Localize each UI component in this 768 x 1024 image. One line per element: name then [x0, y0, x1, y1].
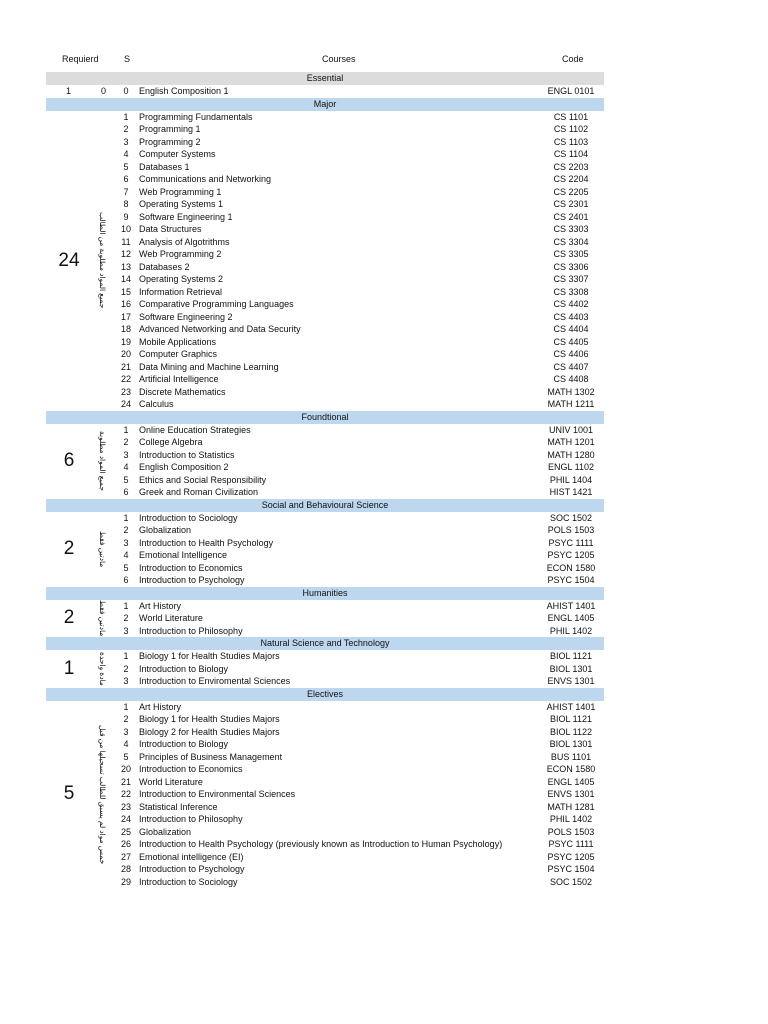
course-number: 22 — [120, 789, 131, 799]
course-number: 2 — [123, 663, 129, 674]
course-number: 11 — [121, 236, 131, 247]
table-row — [46, 111, 604, 124]
table-row — [46, 701, 604, 714]
course-number: 16 — [120, 299, 131, 309]
course-number: 4 — [123, 149, 129, 159]
table-row — [46, 85, 604, 98]
course-code: CS 3308 — [553, 286, 589, 297]
table-row — [46, 348, 604, 361]
course-number: 3 — [123, 726, 129, 737]
course-number: 7 — [123, 186, 129, 197]
course-name: Introduction to Psychology — [139, 575, 245, 585]
table-row — [46, 675, 604, 688]
course-code: ENGL 1102 — [547, 462, 595, 472]
section-header: Foundtional — [46, 411, 604, 424]
course-name: Principles of Business Management — [139, 751, 283, 762]
course-number: 18 — [120, 324, 131, 334]
table-row — [46, 223, 604, 236]
course-name: Introduction to Philosophy — [139, 625, 243, 636]
section-block — [46, 512, 604, 587]
table-row — [46, 813, 604, 826]
course-name: Artificial Intelligence — [139, 374, 219, 384]
course-number: 5 — [123, 751, 129, 762]
table-row — [46, 524, 604, 537]
course-number: 2 — [123, 714, 129, 724]
course-number: 28 — [120, 864, 131, 874]
course-code: CS 4408 — [553, 374, 589, 384]
course-number: 1 — [123, 111, 129, 122]
course-name: Introduction to Enviromental Sciences — [139, 676, 291, 686]
table-row — [46, 776, 604, 789]
course-code: HIST 1421 — [549, 487, 593, 497]
course-code: ENGL 1405 — [547, 776, 595, 787]
section-header: Humanities — [46, 587, 604, 600]
table-row — [46, 461, 604, 474]
course-name: Introduction to Statistics — [139, 449, 235, 460]
course-name: Discrete Mathematics — [139, 386, 226, 397]
course-number: 19 — [120, 336, 131, 347]
course-code: PHIL 1402 — [549, 625, 593, 636]
course-name: Calculus — [139, 399, 174, 409]
table-row — [46, 851, 604, 864]
course-code: PHIL 1404 — [549, 474, 593, 485]
section-block — [46, 650, 604, 688]
course-code: POLS 1503 — [547, 826, 595, 837]
course-code: CS 3304 — [553, 236, 589, 247]
course-name: Data Structures — [139, 224, 202, 234]
course-name: Introduction to Health Psychology (previously known as Introduction to Human Psychology) — [139, 839, 503, 849]
course-code: CS 3305 — [553, 249, 589, 259]
course-code: CS 2205 — [553, 186, 589, 197]
section-block — [46, 111, 604, 411]
course-name: Computer Systems — [139, 149, 216, 159]
course-number: 29 — [120, 876, 131, 887]
course-code: CS 2204 — [553, 174, 589, 184]
course-code: PSYC 1205 — [547, 550, 595, 560]
course-name: Operating Systems 1 — [139, 199, 224, 209]
course-code: CS 2203 — [553, 161, 589, 172]
section-block — [46, 600, 604, 638]
course-name: English Composition 1 — [139, 86, 229, 96]
course-name: Greek and Roman Civilization — [139, 487, 259, 497]
column-header-row — [46, 52, 604, 72]
course-code: CS 1101 — [553, 111, 589, 122]
table-row — [46, 838, 604, 851]
table-row — [46, 726, 604, 739]
course-code: PSYC 1504 — [547, 575, 595, 585]
course-code: CS 4403 — [553, 311, 589, 322]
course-code: UNIV 1001 — [548, 424, 594, 435]
header-courses: Courses — [322, 54, 356, 64]
table-row — [46, 788, 604, 801]
course-name: Introduction to Environmental Sciences — [139, 789, 296, 799]
course-code: ENVS 1301 — [547, 676, 595, 686]
course-number: 25 — [120, 826, 131, 837]
course-code: CS 3306 — [553, 261, 589, 272]
table-row — [46, 361, 604, 374]
course-code: ENGL 1405 — [547, 613, 595, 623]
course-number: 12 — [120, 249, 131, 259]
course-number: 6 — [123, 575, 129, 585]
course-code: PSYC 1504 — [547, 864, 595, 874]
course-number: 3 — [123, 625, 129, 636]
course-code: PHIL 1402 — [549, 814, 593, 824]
course-code: CS 3303 — [553, 224, 589, 234]
course-number: 3 — [123, 136, 129, 147]
course-number: 20 — [120, 349, 131, 359]
course-number: 5 — [123, 474, 129, 485]
course-number: 1 — [123, 512, 129, 523]
table-row — [46, 424, 604, 437]
course-name: Introduction to Biology — [139, 739, 229, 749]
course-code: MATH 1281 — [547, 801, 595, 812]
table-row — [46, 323, 604, 336]
table-row — [46, 574, 604, 587]
course-code: MATH 1201 — [547, 437, 595, 447]
course-code: AHIST 1401 — [546, 701, 596, 712]
course-name: Statistical Inference — [139, 801, 218, 812]
section-block — [46, 424, 604, 499]
section-header: Social and Behavioural Science — [46, 499, 604, 512]
arabic-note-text: مادتين فقط — [98, 600, 107, 637]
arabic-note-text: خمس مواد لم يسبق للطالب تسجيلها من قبل — [98, 724, 107, 864]
table-row — [46, 173, 604, 186]
required-count: 2 — [63, 607, 75, 629]
course-name: Online Education Strategies — [139, 424, 251, 435]
course-number: 24 — [120, 399, 131, 409]
course-number: 3 — [123, 676, 129, 686]
required-count: 24 — [58, 249, 80, 271]
table-row — [46, 436, 604, 449]
table-row — [46, 236, 604, 249]
course-code: MATH 1211 — [547, 399, 595, 409]
table-row — [46, 211, 604, 224]
course-name: Programming 2 — [139, 136, 201, 147]
table-row — [46, 474, 604, 487]
course-number: 3 — [123, 537, 129, 548]
header-code: Code — [562, 54, 584, 64]
table-row — [46, 336, 604, 349]
course-number: 21 — [120, 361, 131, 372]
course-code: CS 4404 — [553, 324, 589, 334]
course-number: 4 — [123, 462, 129, 472]
course-code: ECON 1580 — [546, 764, 596, 774]
table-row — [46, 123, 604, 136]
course-number: 9 — [123, 211, 129, 222]
course-code: CS 4406 — [553, 349, 589, 359]
course-code: POLS 1503 — [547, 525, 595, 535]
course-name: Advanced Networking and Data Security — [139, 324, 301, 334]
course-code: BIOL 1121 — [549, 651, 593, 661]
course-code: BIOL 1121 — [549, 714, 593, 724]
course-number: 1 — [123, 600, 129, 611]
course-name: Communications and Networking — [139, 174, 272, 184]
course-number: 2 — [123, 525, 129, 535]
course-number: 26 — [120, 839, 131, 849]
course-name: Ethics and Social Responsibility — [139, 474, 267, 485]
course-name: Introduction to Sociology — [139, 512, 238, 523]
table-row — [46, 751, 604, 764]
table-row — [46, 286, 604, 299]
section-header: Natural Science and Technology — [46, 637, 604, 650]
course-name: Information Retrieval — [139, 286, 223, 297]
sections-container — [46, 98, 604, 889]
course-number: 21 — [120, 776, 131, 787]
section-header: Electives — [46, 688, 604, 701]
course-name: Web Programming 1 — [139, 186, 222, 197]
table-row — [46, 373, 604, 386]
course-name: Introduction to Economics — [139, 562, 243, 573]
course-sheet — [46, 52, 604, 888]
course-number: 0 — [123, 86, 129, 96]
course-number: 27 — [120, 851, 131, 862]
table-row — [46, 136, 604, 149]
course-number: 14 — [120, 274, 131, 284]
course-name: Globalization — [139, 525, 192, 535]
course-code: MATH 1302 — [547, 386, 595, 397]
table-row — [46, 562, 604, 575]
course-name: Software Engineering 1 — [139, 211, 233, 222]
course-name: Emotional Intelligence — [139, 550, 228, 560]
table-row — [46, 612, 604, 625]
course-code: MATH 1280 — [547, 449, 595, 460]
s-value: 0 — [101, 86, 107, 96]
course-name: Biology 1 for Health Studies Majors — [139, 714, 280, 724]
table-row — [46, 512, 604, 525]
course-number: 3 — [123, 449, 129, 460]
course-code: CS 2301 — [553, 199, 589, 209]
course-number: 17 — [120, 311, 131, 322]
course-name: Biology 2 for Health Studies Majors — [139, 726, 280, 737]
course-name: Analysis of Algotrithms — [139, 236, 230, 247]
required-count: 5 — [63, 783, 75, 805]
required-count: 1 — [66, 86, 72, 96]
course-number: 6 — [123, 487, 129, 497]
arabic-note-text: مادتين فقط — [98, 530, 107, 568]
section-block — [46, 701, 604, 889]
course-number: 1 — [123, 701, 129, 712]
table-row — [46, 876, 604, 889]
course-name: Globalization — [139, 826, 192, 837]
table-row — [46, 486, 604, 499]
course-name: Web Programming 2 — [139, 249, 222, 259]
course-name: Data Mining and Machine Learning — [139, 361, 279, 372]
course-code: ENGL 0101 — [547, 86, 595, 96]
section-header: Major — [46, 98, 604, 111]
course-name: College Algebra — [139, 437, 203, 447]
course-number: 15 — [120, 286, 131, 297]
course-code: SOC 1502 — [549, 876, 593, 887]
course-name: Mobile Applications — [139, 336, 217, 347]
course-name: Programming 1 — [139, 124, 201, 134]
table-row — [46, 248, 604, 261]
course-number: 5 — [123, 161, 129, 172]
table-row — [46, 663, 604, 676]
table-row — [46, 826, 604, 839]
table-row — [46, 161, 604, 174]
course-code: ENVS 1301 — [547, 789, 595, 799]
arabic-note-text: جميع المواد مطلوبة — [98, 430, 107, 492]
section-header-essential: Essential — [46, 72, 604, 85]
course-number: 2 — [123, 613, 129, 623]
course-name: Software Engineering 2 — [139, 311, 233, 322]
course-name: Computer Graphics — [139, 349, 218, 359]
course-number: 2 — [123, 124, 129, 134]
course-name: World Literature — [139, 776, 203, 787]
course-code: ECON 1580 — [546, 562, 596, 573]
table-row — [46, 713, 604, 726]
required-count: 2 — [63, 538, 75, 559]
course-code: SOC 1502 — [549, 512, 593, 523]
course-number: 6 — [123, 174, 129, 184]
table-row — [46, 311, 604, 324]
table-row — [46, 398, 604, 411]
course-number: 8 — [123, 199, 129, 209]
table-row — [46, 549, 604, 562]
table-row — [46, 537, 604, 550]
table-row — [46, 273, 604, 286]
course-name: Programming Fundamentals — [139, 111, 253, 122]
course-name: Art History — [139, 701, 182, 712]
course-number: 13 — [120, 261, 131, 272]
table-row — [46, 261, 604, 274]
table-row — [46, 650, 604, 663]
course-name: Introduction to Philosophy — [139, 814, 243, 824]
course-name: Biology 1 for Health Studies Majors — [139, 651, 280, 661]
course-name: English Composition 2 — [139, 462, 229, 472]
table-row — [46, 738, 604, 751]
course-code: CS 2401 — [553, 211, 589, 222]
arabic-note-text: جميع المواد مطلوبة من الطالب — [98, 212, 107, 309]
course-name: World Literature — [139, 613, 203, 623]
course-number: 1 — [123, 651, 129, 661]
required-count: 6 — [63, 450, 75, 471]
course-name: Databases 2 — [139, 261, 190, 272]
table-row — [46, 298, 604, 311]
arabic-note-text: مادة واحدة — [98, 651, 107, 686]
course-name: Introduction to Psychology — [139, 864, 245, 874]
course-number: 24 — [120, 814, 131, 824]
course-code: PSYC 1111 — [548, 839, 594, 849]
table-row — [46, 148, 604, 161]
course-name: Operating Systems 2 — [139, 274, 224, 284]
course-name: Introduction to Biology — [139, 663, 229, 674]
table-row — [46, 198, 604, 211]
course-code: CS 4405 — [553, 336, 589, 347]
course-number: 22 — [120, 374, 131, 384]
course-code: CS 1104 — [553, 149, 589, 159]
course-number: 5 — [123, 562, 129, 573]
course-code: PSYC 1111 — [548, 537, 594, 548]
course-number: 20 — [120, 764, 131, 774]
course-code: BUS 1101 — [550, 751, 592, 762]
course-name: Comparative Programming Languages — [139, 299, 294, 309]
table-row — [46, 600, 604, 613]
table-row — [46, 801, 604, 814]
course-name: Introduction to Health Psychology — [139, 537, 274, 548]
course-name: Art History — [139, 600, 182, 611]
course-code: CS 4407 — [553, 361, 589, 372]
table-row — [46, 863, 604, 876]
course-name: Databases 1 — [139, 161, 190, 172]
course-number: 1 — [123, 424, 129, 435]
course-number: 10 — [120, 224, 131, 234]
table-row — [46, 449, 604, 462]
table-row — [46, 386, 604, 399]
course-number: 23 — [120, 386, 131, 397]
course-number: 4 — [123, 739, 129, 749]
required-count: 1 — [63, 657, 75, 679]
course-code: BIOL 1301 — [549, 663, 593, 674]
course-name: Introduction to Economics — [139, 764, 243, 774]
course-name: Emotional intelligence (EI) — [139, 851, 244, 862]
course-code: CS 3307 — [553, 274, 589, 284]
table-row — [46, 625, 604, 638]
course-code: PSYC 1205 — [547, 851, 595, 862]
course-number: 2 — [123, 437, 129, 447]
course-code: CS 4402 — [553, 299, 589, 309]
course-number: 23 — [120, 801, 131, 812]
course-code: CS 1102 — [553, 124, 589, 134]
course-number: 4 — [123, 550, 129, 560]
header-s: S — [124, 54, 131, 64]
header-required: Requierd — [62, 54, 99, 64]
table-row — [46, 186, 604, 199]
course-name: Introduction to Sociology — [139, 876, 238, 887]
course-code: BIOL 1122 — [549, 726, 593, 737]
course-code: CS 1103 — [553, 136, 589, 147]
table-row — [46, 763, 604, 776]
course-code: AHIST 1401 — [546, 600, 596, 611]
course-code: BIOL 1301 — [549, 739, 593, 749]
